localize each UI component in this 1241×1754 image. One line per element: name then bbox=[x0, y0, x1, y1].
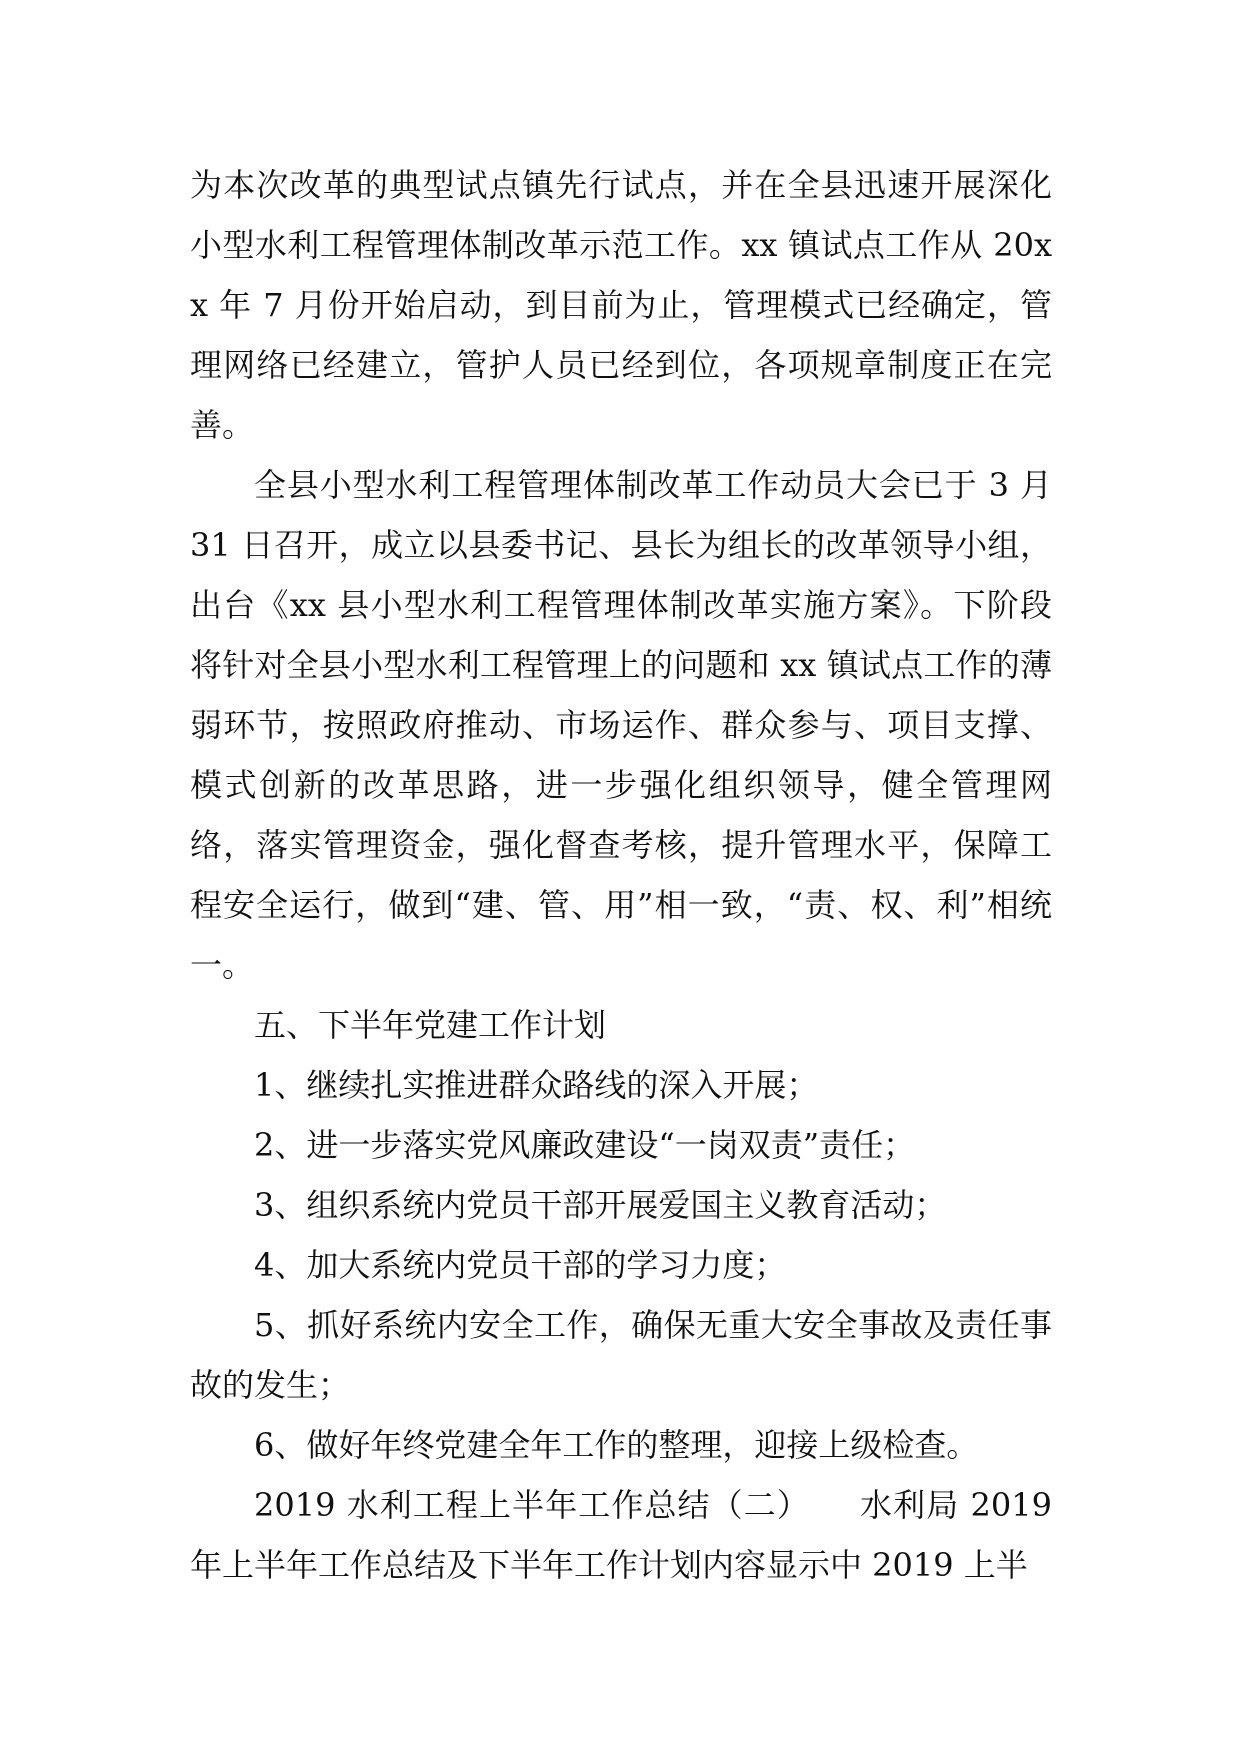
list-item-1: 1、继续扎实推进群众路线的深入开展； bbox=[254, 1066, 819, 1104]
list-item-5: 5、抓好系统内安全工作，确保无重大安全事故及责任事故的发生； bbox=[190, 1306, 1052, 1404]
document-body bbox=[190, 155, 1052, 1595]
list-item-4: 4、加大系统内党员干部的学习力度； bbox=[254, 1246, 787, 1284]
list-item-6: 6、做好年终党建全年工作的整理，迎接上级检查。 bbox=[254, 1426, 979, 1464]
paragraph-reform-plan: 全县小型水利工程管理体制改革工作动员大会已于 3 月 31 日召开，成立以县委书记、县长为组长的改革领导小组，出台《xx 县小型水利工程管理体制改革实施方案》。下阶段将针对全县小型水利工程管理上的问题和 xx 镇试点工作的薄弱环节，按照政府推动、市场运作、群众参与、项目支撑、模式创新的改革思路，进一步强化组织领导，健全管理网络，落实管理资金，强化督查考核，提升管理水平，保障工程安全运行，做到“建、管、用”相一致，“责、权、利”相统一。 bbox=[190, 466, 1052, 984]
paragraph-summary-title: 2019 水利工程上半年工作总结（二） 水利局 2019 年上半年工作总结及下半年工作计划内容显示中 2019 上半 bbox=[190, 1486, 1052, 1584]
section-heading-party-plan: 五、下半年党建工作计划 bbox=[254, 1006, 607, 1044]
list-item-2: 2、进一步落实党风廉政建设“一岗双责”责任； bbox=[254, 1126, 916, 1164]
paragraph-pilot-progress: 为本次改革的典型试点镇先行试点，并在全县迅速开展深化小型水利工程管理体制改革示范工作。xx 镇试点工作从 20xx 年 7 月份开始启动，到目前为止，管理模式已经确定，管理网络已经建立，管护人员已经到位，各项规章制度正在完善。 bbox=[190, 166, 1052, 444]
list-item-3: 3、组织系统内党员干部开展爱国主义教育活动； bbox=[254, 1186, 947, 1224]
